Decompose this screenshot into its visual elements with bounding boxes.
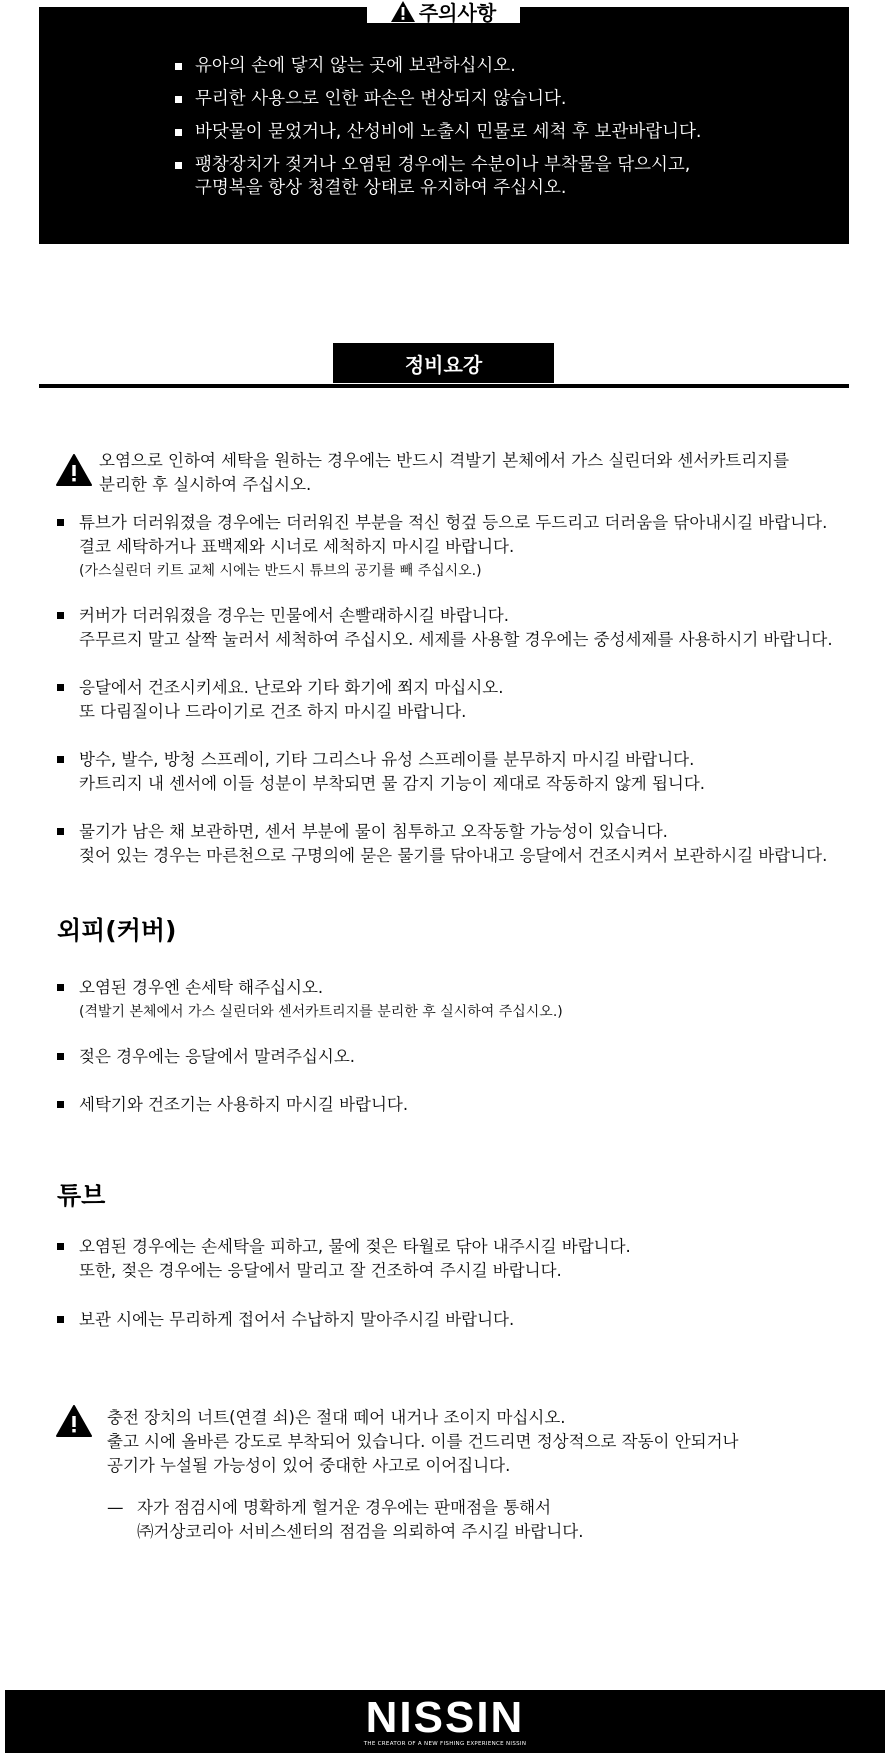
list-item: 물기가 남은 채 보관하면, 센서 부분에 물이 침투하고 오작동할 가능성이 있습니다. 젖어 있는 경우는 마른천으로 구명의에 묻은 물기를 닦아내고 응달에서 건조시켜서 보관하시길 바랍니다. <box>79 820 827 868</box>
list-item: 오염된 경우에는 손세탁을 피하고, 물에 젖은 타월로 닦아 내주시길 바랍니다. 또한, 젖은 경우에는 응달에서 말리고 잘 건조하여 주시길 바랍니다. <box>79 1235 631 1283</box>
cover-heading: 외피(커버) <box>57 916 177 945</box>
caution-list <box>175 55 702 210</box>
list-item: 오염된 경우엔 손세탁 해주십시오. (격발기 본체에서 가스 실린더와 센서카트리지를 분리한 후 실시하여 주십시오.) <box>79 976 563 1024</box>
brand-tagline: THE CREATOR OF A NEW FISHING EXPERIENCE NISSIN <box>363 1741 527 1747</box>
caution-box <box>39 7 849 244</box>
caution-item: 유아의 손에 닿지 않는 곳에 보관하십시오. <box>175 55 702 78</box>
caution-item: 팽창장치가 젖거나 오염된 경우에는 수분이나 부착물을 닦으시고, 구명복을 항상 청결한 상태로 유지하여 주십시오. <box>175 154 702 200</box>
caution-title: 주의사항 <box>418 1 497 25</box>
list-item: 튜브가 더러워졌을 경우에는 더러워진 부분을 적신 헝겊 등으로 두드리고 더러움을 닦아내시길 바랍니다. 결코 세탁하거나 표백제와 시너로 세척하지 마시길 바랍니다. (가스실린더 키트 교체 시에는 반드시 튜브의 공기를 빼 주십시오.) <box>79 511 827 583</box>
list-item: 커버가 더러워졌을 경우는 민물에서 손빨래하시길 바랍니다. 주무르지 말고 살짝 눌러서 세척하여 주십시오. 세제를 사용할 경우에는 중성세제를 사용하시기 바랍니다. <box>79 604 833 652</box>
tube-heading: 튜브 <box>57 1181 106 1210</box>
brand-logo: NISSIN <box>365 1693 525 1742</box>
footer <box>5 1690 885 1753</box>
warning-icon <box>56 1405 92 1437</box>
list-item: 세탁기와 건조기는 사용하지 마시길 바랍니다. <box>79 1093 408 1117</box>
warning-text: 오염으로 인하여 세탁을 원하는 경우에는 반드시 격발기 본체에서 가스 실린더와 센서카트리지를 분리한 후 실시하여 주십시오. <box>99 451 790 494</box>
warning-text: 충전 장치의 너트(연결 쇠)은 절대 떼어 내거나 조이지 마십시오. 출고 시에 올바른 강도로 부착되어 있습니다. 이를 건드리면 정상적으로 작동이 안되거나 공기가 누설될 가능성이 있어 중대한 사고로 이어집니다. <box>107 1408 739 1475</box>
caution-header <box>367 0 520 23</box>
warning-icon <box>56 454 92 486</box>
section-divider <box>39 384 849 388</box>
list-item: 보관 시에는 무리하게 접어서 수납하지 말아주시길 바랍니다. <box>79 1308 514 1332</box>
note-text: — 자가 점검시에 명확하게 헐거운 경우에는 판매점을 통해서 ㈜거상코리아 서비스센터의 점검을 의뢰하여 주시길 바랍니다. <box>107 1498 584 1541</box>
caution-item: 바닷물이 묻었거나, 산성비에 노출시 민물로 세척 후 보관바랍니다. <box>175 121 702 144</box>
list-item: 응달에서 건조시키세요. 난로와 기타 화기에 쬐지 마십시오. 또 다림질이나 드라이기로 건조 하지 마시길 바랍니다. <box>79 676 504 724</box>
section-title: 정비요강 <box>333 343 554 383</box>
list-item: 방수, 발수, 방청 스프레이, 기타 그리스나 유성 스프레이를 분무하지 마시길 바랍니다. 카트리지 내 센서에 이들 성분이 부착되면 물 감지 기능이 제대로 작동하지 않게 됩니다. <box>79 748 705 796</box>
warning-icon <box>391 1 415 22</box>
caution-item: 무리한 사용으로 인한 파손은 변상되지 않습니다. <box>175 88 702 111</box>
list-item: 젖은 경우에는 응달에서 말려주십시오. <box>79 1045 355 1069</box>
